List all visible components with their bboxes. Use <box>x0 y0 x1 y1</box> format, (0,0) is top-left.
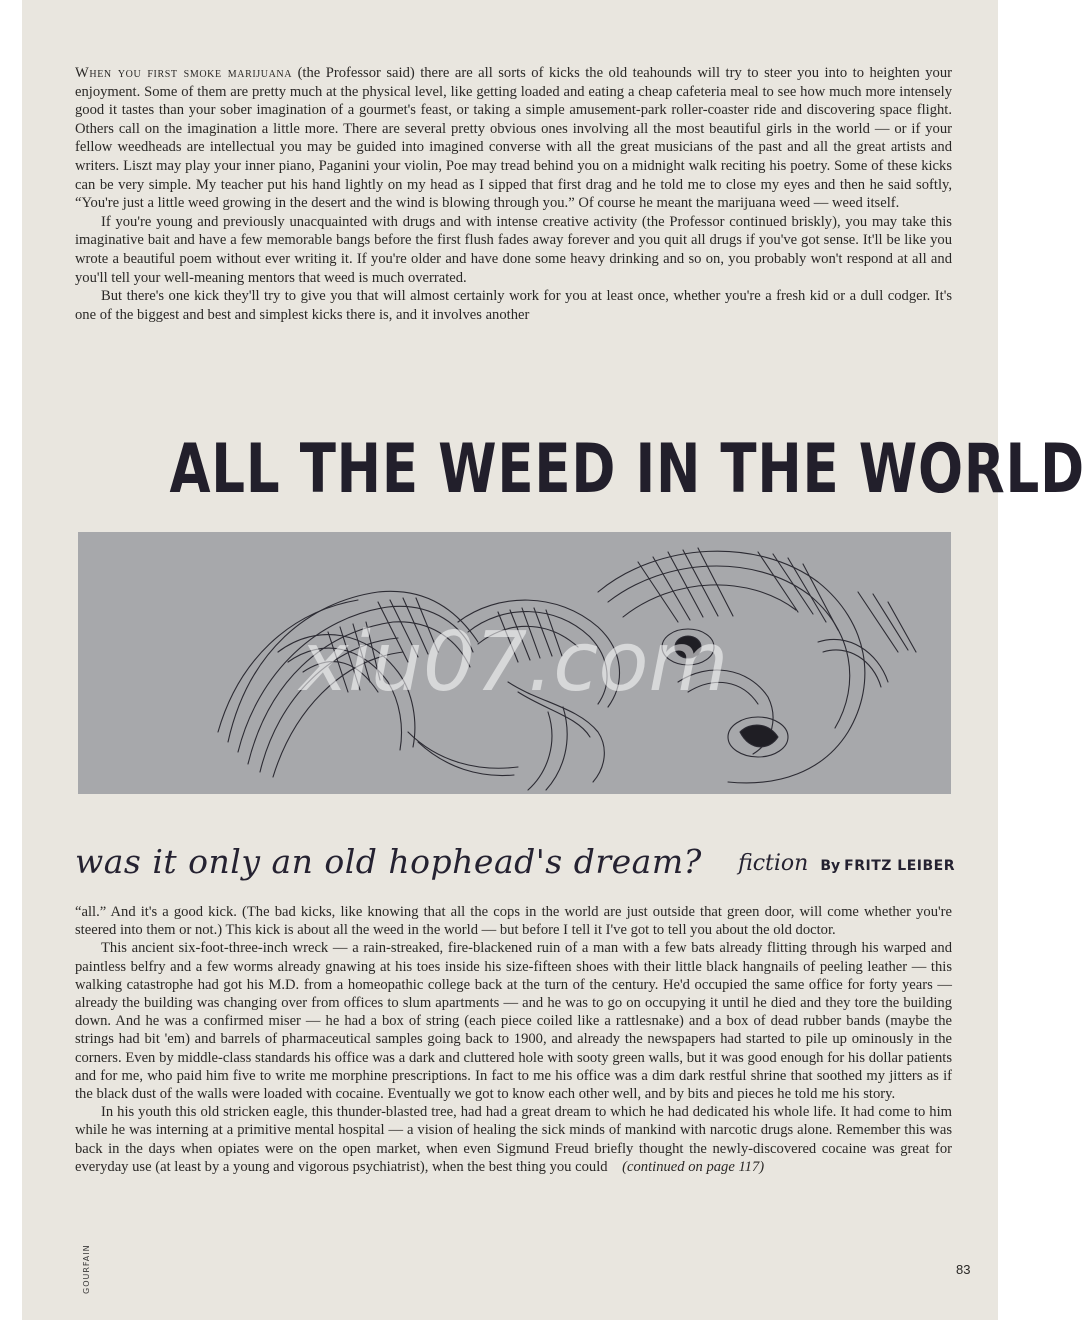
by-label: By <box>820 858 841 874</box>
sketch-art <box>78 532 951 794</box>
artist-credit: GOURFAIN <box>82 1244 91 1294</box>
body-paragraph-3 <box>75 1103 952 1176</box>
opening-paragraph-text: (the Professor said) there are all sorts of kicks the old teahounds will try to steer you into to heighten your enjoyment. Some of them are pretty much at the physical level, like getting loaded and eating a cheap cafeteria meal to see how much more intensely good it tastes than your sober imagination of a gourmet's feast, or taking a simple amusement-park roller-coaster ride and discovering space flight. Others call on the imagination a little more. There are several pretty obvious ones involving all the most beautiful girls in the world — or if your fellow weedheads are intellectual you may be guided into imagined converse with all the great musicians of the past and all the great artists and writers. Liszt may play your inner piano, Paganini your violin, Poe may tread behind you on a midnight walk reciting his poetry. Some of these kicks can be very simple. My teacher put his hand lightly on my head as I sipped that first drag and he told me to close my eyes and then he said softly, “You're just a little weed growing in the desert and the wind is blowing through you.” Of course he meant the marijuana weed — weed itself. <box>75 65 953 212</box>
body-paragraph-2: This ancient six-foot-three-inch wreck — a rain-streaked, fire-blackened ruin of a man with a few bats already flitting through his warped and paintless belfry and a few worms already gnawing at his toes inside his size-fifteen shoes with their little black hangnails of peeling leather — this walking catastrophe had got his M.D. from a homeopathic college back at the turn of the century. He'd occupied the same office for forty years — already the building was changing over from offices to slum apartments — and he was to go on occupying it until he died and they tore the building down. And he was a confirmed miser — he had a box of string (each piece coiled like a rattlesnake) and a box of dead rubber bands (maybe the strings had bit 'em) and barrels of pharmaceutical samples going back to 1900, and already the newspapers had started to pile up ominously in the corners. Even by middle-class standards his office was a dark and cluttered hole with sooty green walls, but it was good enough for his dollar patients and for me, who paid him five to write me morphine prescriptions. In fact to me his office was a dim dark restful shrine that soothed my jitters as if the black dust of the walls were loaded with cocaine. Eventually we got to know each other well, and by bits and pieces he told me his story. <box>75 940 952 1103</box>
author-name: FRITZ LEIBER <box>844 858 955 874</box>
opening-text-block <box>75 64 952 324</box>
subtitle: was it only an old hophead's dream? <box>75 842 702 881</box>
body-paragraph-3-text: In his youth this old stricken eagle, this thunder-blasted tree, had had a great dream to which he had dedicated his whole life. It had come to him while he was interning at a primitive mental hospital — a vision of healing the sick minds of mankind with narcotic drugs alone. Remember this was back in the days when opiates were on the open market, when even Sigmund Freud briefly thought the newly-discovered cocaine was great for everyday use (at least by a young and vigorous psychiatrist), when the best thing you could <box>75 1104 952 1175</box>
article-deck <box>75 842 955 882</box>
opening-paragraph <box>75 64 952 213</box>
headline: ALL THE WEED IN THE WORLD <box>169 430 1085 509</box>
byline <box>738 851 955 876</box>
magazine-page <box>22 0 1085 1320</box>
fiction-label: fiction <box>738 851 809 876</box>
lead-in: When you first smoke marijuana <box>75 65 293 81</box>
opening-paragraph-2: If you're young and previously unacquainted with drugs and with intense creative activity (the Professor continued briskly), you may take this imaginative bait and have a few memorable bangs before the first flush fades away forever and you quit all drugs if you've got sense. It'll be like you wrote a beautiful poem without ever writing it. If you're older and have done some heavy drinking and so on, you probably won't respond at all and you'll tell your well-meaning mentors that weed is much overrated. <box>75 213 952 286</box>
opening-paragraph-3: But there's one kick they'll try to give you that will almost certainly work for you at least once, whether you're a fresh kid or a dull codger. It's one of the biggest and best and simplest kicks there is, and it involves another <box>75 288 952 323</box>
article-body <box>75 903 952 1176</box>
body-paragraph-1: “all.” And it's a good kick. (The bad kicks, like knowing that all the cops in the world are just outside that green door, will come whether you're steered into them or not.) This kick is about all the weed in the world — but before I tell it I've got to tell you about the old doctor. <box>75 904 952 939</box>
page-number: 83 <box>956 1262 971 1277</box>
watermark-text: xiu07.com <box>299 615 729 710</box>
continued-note: (continued on page 117) <box>622 1158 765 1175</box>
